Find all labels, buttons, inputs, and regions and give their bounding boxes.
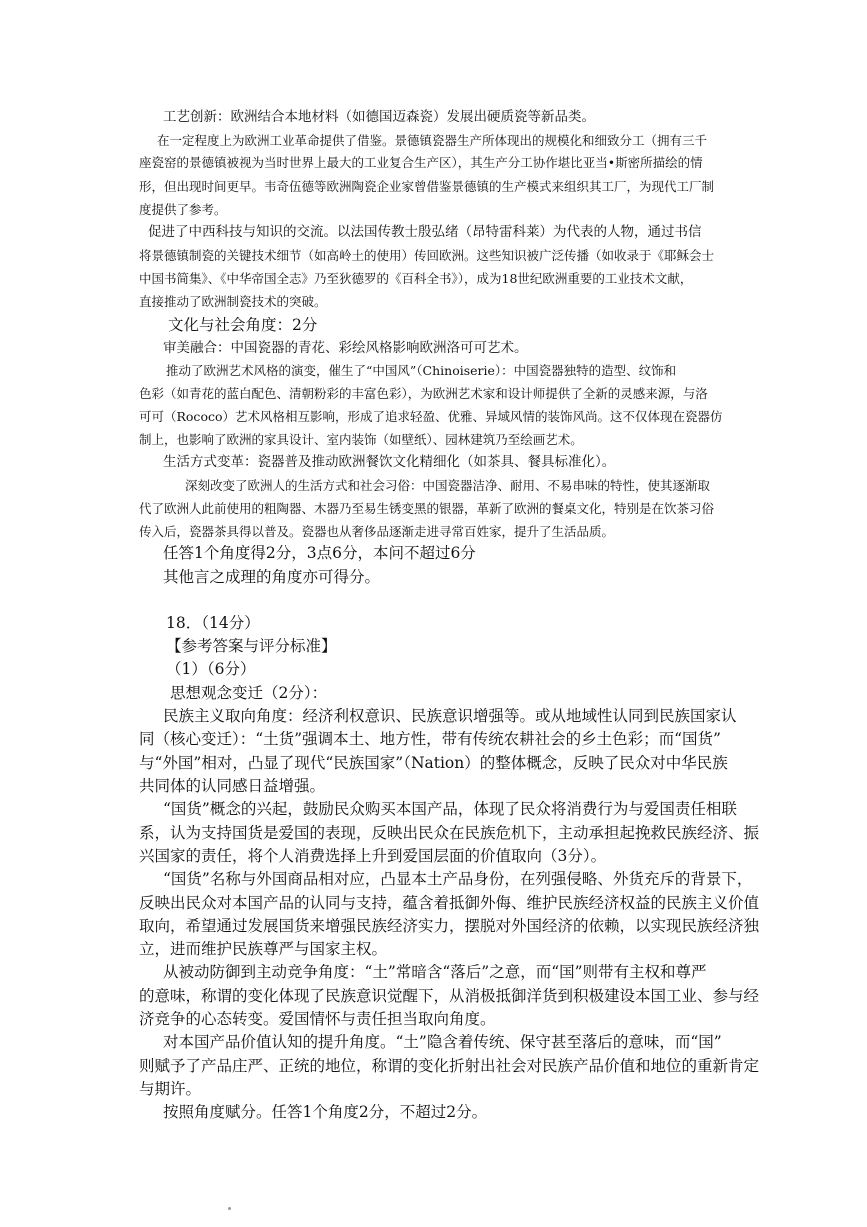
aesthetic-fusion-line: 审美融合：中国瓷器的青花、彩绘风格影响欧洲洛可可艺术。 — [163, 340, 528, 356]
paragraph-line: 从被动防御到主动竞争角度：“土”常暗含“落后”之意，而“国”则带有主权和尊严 — [163, 963, 707, 981]
section-heading-culture: 文化与社会角度：2分 — [168, 316, 318, 334]
paragraph-line: 可可（Rococo）艺术风格相互影响，形成了追求轻盈、优雅、异域风情的装饰风尚。这不仅体现在瓷器仿 — [139, 409, 723, 424]
question-number: 18．（14分） — [166, 614, 260, 632]
scoring-rule: 其他言之成理的角度亦可得分。 — [163, 568, 381, 586]
paragraph-line: 与“外国”相对，凸显了现代“民族国家”（Nation）的整体概念，反映了民众对中华民族 — [139, 754, 728, 772]
section-heading-thought: 思想观念变迁（2分）： — [170, 684, 328, 702]
paragraph-line: 与期许。 — [139, 1080, 202, 1098]
paragraph-line: 色彩（如青花的蓝白配色、清朝粉彩的丰富色彩），为欧洲艺术家和设计师提供了全新的灵感来源，与洛 — [139, 386, 708, 401]
paragraph-line: 对本国产品价值认知的提升角度。“土”隐含着传统、保守甚至落后的意味，而“国” — [163, 1033, 722, 1051]
paragraph-line: 促进了中西科技与知识的交流。以法国传教士殷弘绪（昂特雷科莱）为代表的人物，通过书信 — [148, 224, 702, 240]
paragraph-line: 直接推动了欧洲制瓷技术的突破。 — [139, 294, 327, 309]
page-dot-mark — [228, 1207, 231, 1210]
paragraph-line: 则赋予了产品庄严、正统的地位，称谓的变化折射出社会对民族产品价值和地位的重新肯定 — [139, 1057, 760, 1075]
paragraph-line: 系，认为支持国货是爱国的表现，反映出民众在民族危机下，主动承担起挽救民族经济、振 — [139, 824, 760, 842]
paragraph-line: 民族主义取向角度：经济利权意识、民族意识增强等。或从地域性认同到民族国家认 — [163, 707, 737, 725]
paragraph-line: 同（核心变迁）：“土货”强调本土、地方性，带有传统农耕社会的乡土色彩；而“国货” — [139, 730, 721, 748]
paragraph-line: 推动了欧洲艺术风格的演变，催生了“中国风”（Chinoiserie）：中国瓷器独特的造型、纹饰和 — [166, 363, 677, 378]
paragraph-line: 兴国家的责任，将个人消费选择上升到爱国层面的价值取向（3分）。 — [139, 847, 607, 865]
paragraph-line: 取向，希望通过发展国货来增强民族经济实力，摆脱对外国经济的依赖，以实现民族经济独 — [139, 917, 760, 935]
paragraph-line: 立，进而维护民族尊严与国家主权。 — [139, 940, 388, 958]
paragraph-line: 反映出民众对本国产品的认同与支持，蕴含着抵御外侮、维护民族经济权益的民族主义价值 — [139, 894, 760, 912]
paragraph-line: 济竞争的心态转变。爱国情怀与责任担当取向角度。 — [139, 1010, 496, 1028]
paragraph-line: 的意味，称谓的变化体现了民族意识觉醒下，从消极抵御洋货到积极建设本国工业、参与经 — [139, 987, 760, 1005]
sub-question-label: （1）（6分） — [166, 660, 256, 678]
paragraph-line: 度提供了参考。 — [139, 202, 227, 217]
paragraph-line: “国货”概念的兴起，鼓励民众购买本国产品，体现了民众将消费行为与爱国责任相联 — [163, 800, 737, 818]
lifestyle-change-line: 生活方式变革：瓷器普及推动欧洲餐饮文化精细化（如茶具、餐具标准化）。 — [163, 454, 616, 470]
paragraph-line: 深刻改变了欧洲人的生活方式和社会习俗：中国瓷器洁净、耐用、不易串味的特性，使其逐渐取 — [185, 478, 711, 493]
paragraph-line: 座瓷窑的景德镇被视为当时世界上最大的工业复合生产区），其生产分工协作堪比亚当•斯密所描绘的情 — [139, 155, 703, 170]
paragraph-line: 制上，也影响了欧洲的家具设计、室内装饰（如壁纸）、园林建筑乃至绘画艺术。 — [139, 432, 583, 447]
scoring-rule: 按照角度赋分。任答1个角度2分，不超过2分。 — [163, 1103, 488, 1121]
craft-innovation-line: 工艺创新：欧洲结合本地材料（如德国迈森瓷）发展出硬质瓷等新品类。 — [163, 109, 595, 125]
paragraph-line: 代了欧洲人此前使用的粗陶器、木器乃至易生锈变黑的银器，革新了欧洲的餐桌文化，特别是在饮茶习俗 — [139, 501, 715, 516]
paragraph-line: 在一定程度上为欧洲工业革命提供了借鉴。景德镇瓷器生产所体现出的规模化和细致分工（拥有三千 — [157, 133, 708, 148]
paragraph-line: 传入后，瓷器茶具得以普及。瓷器也从奢侈品逐渐走进寻常百姓家，提升了生活品质。 — [139, 524, 615, 539]
paragraph-line: 将景德镇制瓷的关键技术细节（如高岭土的使用）传回欧洲。这些知识被广泛传播（如收录于《耶稣会士 — [139, 248, 715, 263]
scoring-rule: 任答1个角度得2分，3点6分，本问不超过6分 — [163, 544, 476, 562]
paragraph-line: “国货”名称与外国商品相对应，凸显本土产品身份，在列强侵略、外货充斥的背景下， — [163, 870, 753, 888]
paragraph-line: 形，但出现时间更早。韦奇伍德等欧洲陶瓷企业家曾借鉴景德镇的生产模式来组织其工厂，为现代工厂制 — [139, 179, 715, 194]
paragraph-line: 共同体的认同感日益增强。 — [139, 777, 326, 795]
reference-answer-heading: 【参考答案与评分标准】 — [166, 637, 337, 655]
paragraph-line: 中国书简集》、《中华帝国全志》乃至狄德罗的《百科全书》），成为18世纪欧洲重要的工业技术文献， — [139, 271, 693, 286]
